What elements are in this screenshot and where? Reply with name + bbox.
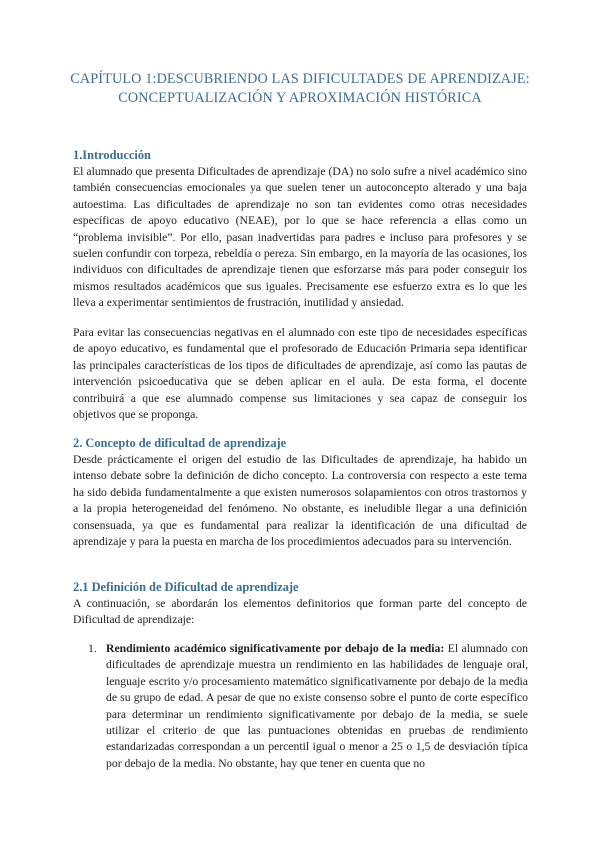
definition-paragraph: A continuación, se abordarán los elementos definitorios que forman parte del concepto de Dificultad de aprendizaje: [73,597,527,627]
section-heading-definition: 2.1 Definición de Dificultad de aprendizaje [73,580,299,594]
chapter-title: CAPÍTULO 1:DESCUBRIENDO LAS DIFICULTADES DE APRENDIZAJE: CONCEPTUALIZACIÓN Y APROXIMACIÓN HISTÓRICA [70,71,530,106]
list-item-number: 1. [88,642,97,655]
introduction-paragraph-2: Para evitar las consecuencias negativas en el alumnado con este tipo de necesidades específicas de apoyo educativo, es fundamental que el profesorado de Educación Primaria sepa identificar las principales características de los tipos de dificultades de aprendizaje, así como las pautas de intervención psicoeducativa que se deben aplicar en el aula. De esta forma, el docente contribuirá a que ese alumnado compense sus limitaciones y sea capaz de conseguir los objetivos que se proponga. [73,326,527,422]
list-item-content [106,641,528,772]
list-item-term: Rendimiento académico significativamente por debajo de la media: [106,642,445,655]
definition-list [88,641,528,772]
section-heading-introduction: 1.Introducción [73,148,151,162]
introduction-paragraph-1: El alumnado que presenta Dificultades de aprendizaje (DA) no solo sufre a nivel académico sino también consecuencias emocionales ya que suelen tener un autoconcepto alterado y una baja autoestima. Las dificultades de aprendizaje no son tan evidentes como otras necesidades específicas de apoyo educativo (NEAE), por lo que se hace referencia a ellas como un “problema invisible”. Por ello, pasan inadvertidas para padres e incluso para profesores y se suelen confundir con torpeza, rebeldía o pereza. Sin embargo, en la mayoría de las ocasiones, los individuos con dificultades de aprendizaje tienen que esforzarse más para poder conseguir los mismos resultados académicos que sus iguales. Precisamente ese esfuerzo extra es lo que les lleva a experimentar sentimientos de frustración, inutilidad y ansiedad. [73,165,527,310]
list-item [88,641,528,772]
concept-paragraph: Desde prácticamente el origen del estudio de las Dificultades de aprendizaje, ha habido un intenso debate sobre la definición de dicho concepto. La controversia con respecto a este tema ha sido debida fundamentalmente a que existen numerosos solapamientos con otros trastornos y a la propia heterogeneidad del fenómeno. No obstante, es ineludible llegar a una definición consensuada, ya que es fundamental para realizar la identificación de una dificultad de aprendizaje y para la puesta en marcha de los procedimientos adecuados para su intervención. [73,453,527,549]
list-item-description: El alumnado con dificultades de aprendizaje muestra un rendimiento en las habilidades de lenguaje oral, lenguaje escrito y/o procesamiento matemático significativamente por debajo de la media de su grupo de edad. A pesar de que no existe consenso sobre el punto de corte específico para determinar un rendimiento significativamente por debajo de la media, se suele utilizar el criterio de que las puntuaciones obtenidas en pruebas de rendimiento estandarizadas correspondan a un percentil igual o menor a 25 o 1,5 de desviación típica por debajo de la media. No obstante, hay que tener en cuenta que no [106,642,528,770]
section-heading-concept: 2. Concepto de dificultad de aprendizaje [73,436,287,450]
